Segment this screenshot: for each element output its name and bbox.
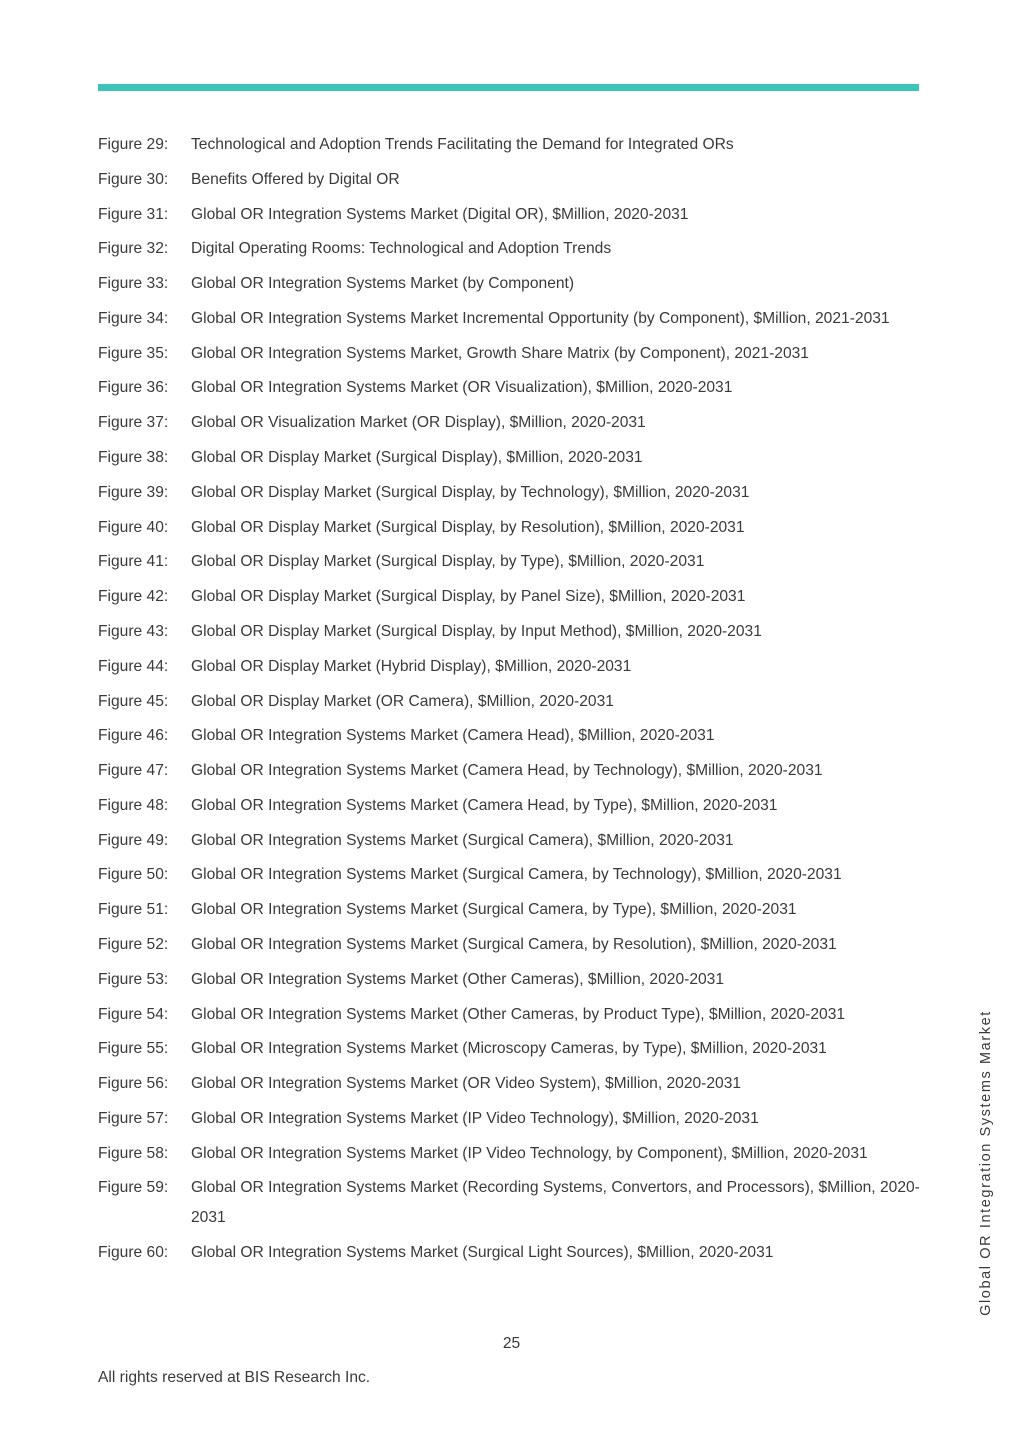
figure-title: Global OR Integration Systems Market (Surgical Light Sources), $Million, 2020-2031	[191, 1243, 774, 1261]
figure-title: Global OR Display Market (Hybrid Display), $Million, 2020-2031	[191, 657, 632, 675]
figure-title: Global OR Integration Systems Market (IP Video Technology, by Component), $Million, 2020-2031	[191, 1144, 868, 1162]
figure-title: Global OR Visualization Market (OR Display), $Million, 2020-2031	[191, 414, 646, 432]
figure-label: Figure 34:	[98, 309, 169, 327]
figure-entry	[98, 234, 928, 264]
figure-entry	[98, 860, 928, 890]
copyright-footer: All rights reserved at BIS Research Inc.	[98, 1369, 371, 1386]
figure-title: Global OR Display Market (OR Camera), $Million, 2020-2031	[191, 692, 614, 710]
figure-entry	[98, 1104, 928, 1134]
figure-title: Global OR Integration Systems Market (Surgical Camera, by Type), $Million, 2020-2031	[191, 901, 797, 919]
figure-label: Figure 52:	[98, 935, 169, 953]
figure-label: Figure 40:	[98, 518, 169, 536]
figure-label: Figure 32:	[98, 240, 169, 258]
figure-entry	[98, 443, 928, 473]
figure-title: Global OR Integration Systems Market (by Component)	[191, 275, 575, 293]
figure-label: Figure 59:	[98, 1179, 169, 1197]
figure-entry	[98, 1173, 928, 1232]
figure-entry	[98, 478, 928, 508]
figure-label: Figure 47:	[98, 762, 169, 780]
figure-title: Global OR Integration Systems Market (Surgical Camera), $Million, 2020-2031	[191, 831, 734, 849]
figure-title: Global OR Integration Systems Market (Recording Systems, Convertors, and Processors), $Million, 2020-2031	[191, 1179, 920, 1227]
figure-title: Global OR Integration Systems Market (IP Video Technology), $Million, 2020-2031	[191, 1109, 759, 1127]
figure-title: Global OR Display Market (Surgical Display), $Million, 2020-2031	[191, 449, 643, 467]
figure-entry	[98, 200, 928, 230]
figure-title: Technological and Adoption Trends Facilitating the Demand for Integrated ORs	[191, 136, 734, 153]
figure-label: Figure 43:	[98, 622, 169, 640]
figure-title: Global OR Integration Systems Market (Camera Head, by Technology), $Million, 2020-2031	[191, 762, 823, 780]
figure-label: Figure 45:	[98, 692, 169, 710]
figure-label: Figure 44:	[98, 657, 169, 675]
figure-label: Figure 56:	[98, 1075, 169, 1093]
figure-title: Global OR Integration Systems Market (Other Cameras), $Million, 2020-2031	[191, 970, 725, 988]
figure-entry	[98, 930, 928, 960]
figure-entry	[98, 165, 928, 195]
figure-label: Figure 39:	[98, 483, 169, 501]
figure-title: Global OR Integration Systems Market (Microscopy Cameras, by Type), $Million, 2020-2031	[191, 1040, 827, 1058]
figure-label: Figure 30:	[98, 170, 169, 188]
figure-label: Figure 57:	[98, 1109, 169, 1127]
list-of-figures	[98, 130, 928, 1273]
side-running-title: Global OR Integration Systems Market	[978, 1010, 994, 1316]
figure-title: Global OR Display Market (Surgical Display, by Type), $Million, 2020-2031	[191, 553, 705, 571]
figure-entry	[98, 513, 928, 543]
figure-entry	[98, 791, 928, 821]
figure-entry	[98, 1139, 928, 1169]
header-accent-bar	[98, 84, 919, 91]
figure-label: Figure 48:	[98, 796, 169, 814]
figure-entry	[98, 1069, 928, 1099]
figure-title: Global OR Integration Systems Market (OR Visualization), $Million, 2020-2031	[191, 379, 733, 397]
figure-title: Digital Operating Rooms: Technological and Adoption Trends	[191, 240, 612, 258]
figure-entry	[98, 582, 928, 612]
figure-label: Figure 41:	[98, 553, 169, 571]
figure-entry	[98, 617, 928, 647]
figure-entry	[98, 130, 928, 160]
figure-label: Figure 60:	[98, 1243, 169, 1261]
figure-label: Figure 29:	[98, 136, 169, 153]
figure-entry	[98, 721, 928, 751]
figure-entry	[98, 652, 928, 682]
figure-title: Global OR Display Market (Surgical Display, by Technology), $Million, 2020-2031	[191, 483, 750, 501]
figure-label: Figure 42:	[98, 588, 169, 606]
figure-label: Figure 36:	[98, 379, 169, 397]
page-number: 25	[502, 1335, 521, 1352]
figure-entry	[98, 1238, 928, 1268]
figure-label: Figure 50:	[98, 866, 169, 884]
figure-title: Global OR Integration Systems Market (Camera Head, by Type), $Million, 2020-2031	[191, 796, 778, 814]
figure-entry	[98, 826, 928, 856]
figure-title: Global OR Integration Systems Market, Growth Share Matrix (by Component), 2021-2031	[191, 344, 809, 362]
figure-entry	[98, 895, 928, 925]
figure-title: Global OR Integration Systems Market (OR Video System), $Million, 2020-2031	[191, 1075, 742, 1093]
figure-entry	[98, 687, 928, 717]
figure-title: Global OR Display Market (Surgical Display, by Resolution), $Million, 2020-2031	[191, 518, 745, 536]
figure-title: Global OR Integration Systems Market Incremental Opportunity (by Component), $Million, 2021-2031	[191, 309, 890, 327]
figure-label: Figure 49:	[98, 831, 169, 849]
figure-entry	[98, 756, 928, 786]
figure-entry	[98, 269, 928, 299]
figure-entry	[98, 1000, 928, 1030]
figure-label: Figure 58:	[98, 1144, 169, 1162]
figure-label: Figure 55:	[98, 1040, 169, 1058]
figure-label: Figure 31:	[98, 205, 169, 223]
figure-entry	[98, 408, 928, 438]
figure-label: Figure 53:	[98, 970, 169, 988]
figure-title: Global OR Integration Systems Market (Other Cameras, by Product Type), $Million, 2020-2031	[191, 1005, 846, 1023]
figure-title: Global OR Integration Systems Market (Camera Head), $Million, 2020-2031	[191, 727, 715, 745]
figure-entry	[98, 965, 928, 995]
figure-title: Benefits Offered by Digital OR	[191, 170, 400, 188]
figure-entry	[98, 547, 928, 577]
figure-title: Global OR Integration Systems Market (Surgical Camera, by Resolution), $Million, 2020-2031	[191, 935, 837, 953]
figure-label: Figure 38:	[98, 449, 169, 467]
figure-label: Figure 37:	[98, 414, 169, 432]
figure-entry	[98, 373, 928, 403]
figure-entry	[98, 339, 928, 369]
figure-title: Global OR Integration Systems Market (Surgical Camera, by Technology), $Million, 2020-2031	[191, 866, 842, 884]
figure-label: Figure 46:	[98, 727, 169, 745]
figure-title: Global OR Display Market (Surgical Display, by Panel Size), $Million, 2020-2031	[191, 588, 746, 606]
figure-label: Figure 51:	[98, 901, 169, 919]
figure-label: Figure 35:	[98, 344, 169, 362]
figure-label: Figure 33:	[98, 275, 169, 293]
figure-entry	[98, 1034, 928, 1064]
figure-entry	[98, 304, 928, 334]
figure-title: Global OR Integration Systems Market (Digital OR), $Million, 2020-2031	[191, 205, 689, 223]
figure-title: Global OR Display Market (Surgical Display, by Input Method), $Million, 2020-2031	[191, 622, 762, 640]
figure-label: Figure 54:	[98, 1005, 169, 1023]
